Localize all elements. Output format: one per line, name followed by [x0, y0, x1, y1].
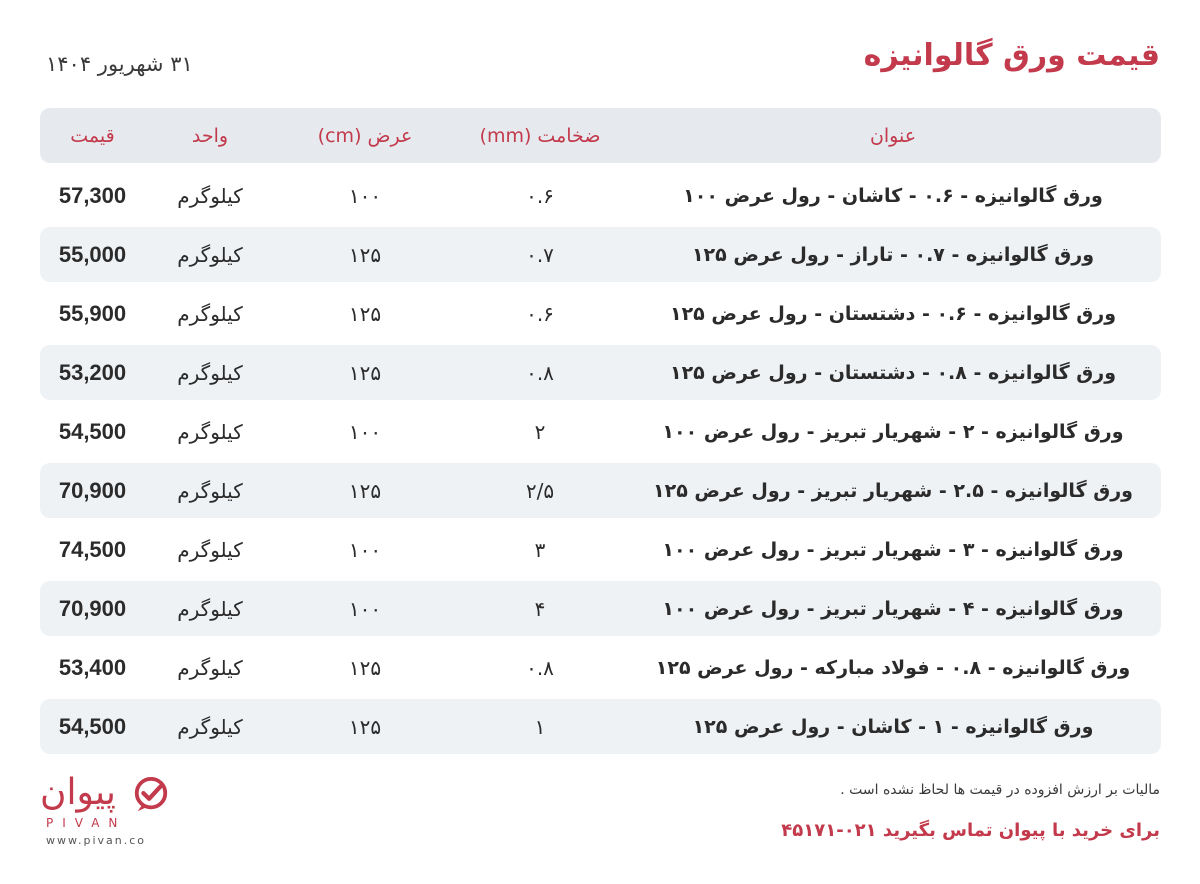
price-cell: 74,500 [58, 536, 127, 562]
width-cell: ۱۲۵ [348, 301, 382, 326]
page-date: ۳۱ شهریور ۱۴۰۴ [46, 52, 193, 76]
table-row [40, 168, 1161, 223]
price-cell: 54,500 [58, 418, 127, 444]
width-cell: ۱۲۵ [348, 655, 382, 680]
unit-cell: کیلوگرم [177, 478, 243, 503]
table-header [40, 108, 1161, 163]
pivan-logo [38, 772, 178, 852]
price-cell: 55,900 [58, 300, 127, 326]
thickness-cell: ۴ [534, 596, 546, 621]
thickness-cell: ۲/۵ [525, 478, 555, 503]
table-row [40, 345, 1161, 400]
price-cell: 53,200 [58, 359, 127, 385]
table-row [40, 286, 1161, 341]
price-cell: 70,900 [58, 477, 127, 503]
logo-url: www.pivan.co [46, 834, 147, 847]
thickness-cell: ۳ [534, 537, 546, 562]
table-row [40, 699, 1161, 754]
thickness-cell: ۰.۷ [526, 242, 554, 267]
unit-cell: کیلوگرم [177, 419, 243, 444]
unit-cell: کیلوگرم [177, 360, 243, 385]
width-cell: ۱۲۵ [348, 478, 382, 503]
column-header-title: عنوان [869, 124, 917, 147]
thickness-cell: ۲ [534, 419, 546, 444]
unit-cell: کیلوگرم [177, 596, 243, 621]
price-cell: 70,900 [58, 595, 127, 621]
page-title: قیمت ورق گالوانیزه [863, 38, 1160, 73]
column-header-width: عرض (cm) [317, 124, 413, 147]
check-pin-icon [132, 776, 170, 814]
unit-cell: کیلوگرم [177, 714, 243, 739]
table-row [40, 581, 1161, 636]
width-cell: ۱۲۵ [348, 360, 382, 385]
table-row [40, 404, 1161, 459]
width-cell: ۱۰۰ [348, 537, 382, 562]
table-row [40, 640, 1161, 695]
title-cell: ورق گالوانیزه - ۲ - شهریار تبریز - رول عرض ۱۰۰ [662, 420, 1124, 443]
title-cell: ورق گالوانیزه - ۰.۷ - تاراز - رول عرض ۱۲۵ [691, 243, 1095, 266]
price-table [40, 108, 1161, 758]
price-cell: 54,500 [58, 713, 127, 739]
column-header-price: قیمت [70, 124, 115, 147]
table-row [40, 227, 1161, 282]
width-cell: ۱۰۰ [348, 596, 382, 621]
tax-note: مالیات بر ارزش افزوده در قیمت ها لحاظ نشده است . [840, 782, 1160, 798]
logo-wordmark: پیوان [40, 772, 116, 813]
unit-cell: کیلوگرم [177, 183, 243, 208]
title-cell: ورق گالوانیزه - ۴ - شهریار تبریز - رول عرض ۱۰۰ [662, 597, 1124, 620]
column-header-unit: واحد [191, 124, 229, 147]
width-cell: ۱۲۵ [348, 714, 382, 739]
thickness-cell: ۰.۸ [526, 655, 554, 680]
unit-cell: کیلوگرم [177, 537, 243, 562]
title-cell: ورق گالوانیزه - ۰.۸ - دشتستان - رول عرض ۱۲۵ [669, 361, 1117, 384]
table-row [40, 522, 1161, 577]
thickness-cell: ۱ [534, 714, 546, 739]
unit-cell: کیلوگرم [177, 301, 243, 326]
title-cell: ورق گالوانیزه - ۰.۶ - کاشان - رول عرض ۱۰۰ [683, 184, 1103, 207]
title-cell: ورق گالوانیزه - ۳ - شهریار تبریز - رول عرض ۱۰۰ [662, 538, 1124, 561]
logo-latin-name: PIVAN [46, 816, 127, 830]
price-cell: 55,000 [58, 241, 127, 267]
thickness-cell: ۰.۶ [526, 183, 554, 208]
width-cell: ۱۰۰ [348, 419, 382, 444]
price-cell: 53,400 [58, 654, 127, 680]
unit-cell: کیلوگرم [177, 655, 243, 680]
price-cell: 57,300 [58, 182, 127, 208]
width-cell: ۱۲۵ [348, 242, 382, 267]
unit-cell: کیلوگرم [177, 242, 243, 267]
column-header-thickness: ضخامت (mm) [479, 124, 601, 147]
title-cell: ورق گالوانیزه - ۱ - کاشان - رول عرض ۱۲۵ [692, 715, 1094, 738]
title-cell: ورق گالوانیزه - ۲.۵ - شهریار تبریز - رول عرض ۱۲۵ [653, 479, 1133, 502]
thickness-cell: ۰.۶ [526, 301, 554, 326]
contact-line: برای خرید با پیوان تماس بگیرید ۰۲۱-۴۵۱۷۱ [781, 820, 1160, 841]
width-cell: ۱۰۰ [348, 183, 382, 208]
thickness-cell: ۰.۸ [526, 360, 554, 385]
title-cell: ورق گالوانیزه - ۰.۸ - فولاد مبارکه - رول عرض ۱۲۵ [655, 656, 1131, 679]
title-cell: ورق گالوانیزه - ۰.۶ - دشتستان - رول عرض ۱۲۵ [669, 302, 1117, 325]
table-row [40, 463, 1161, 518]
